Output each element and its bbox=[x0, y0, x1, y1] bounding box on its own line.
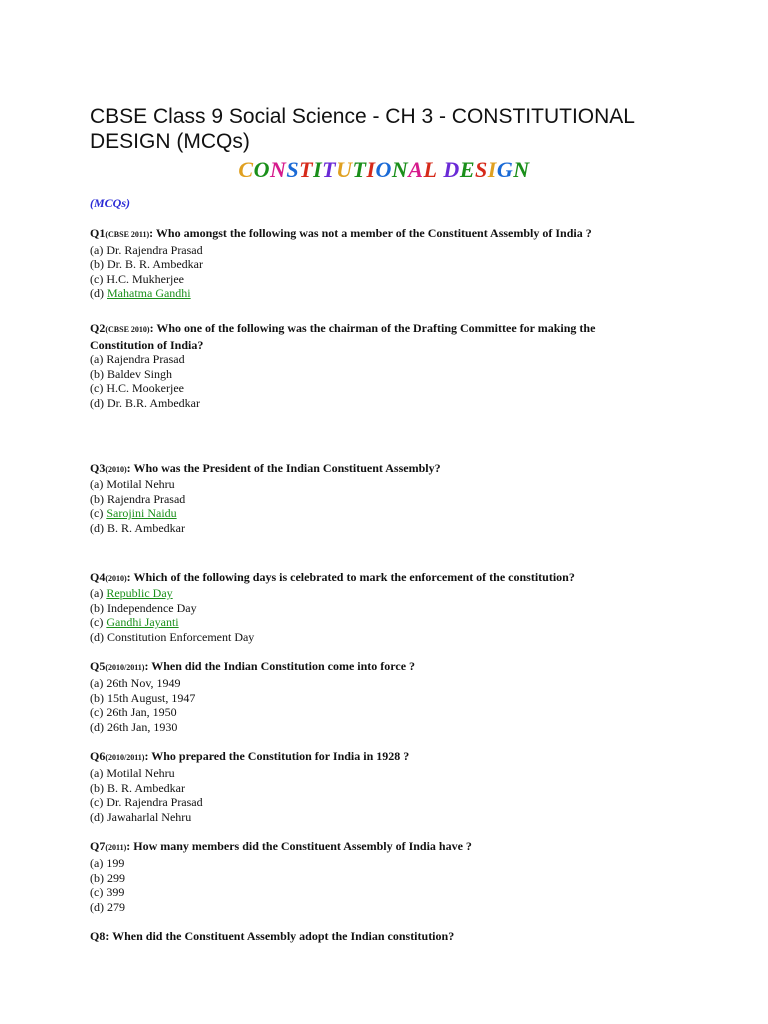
chapter-banner bbox=[0, 157, 768, 183]
banner-letter: S bbox=[475, 157, 488, 182]
banner-letter: C bbox=[238, 157, 254, 182]
option-text: H.C. Mookerjee bbox=[106, 381, 184, 396]
question-heading bbox=[90, 321, 650, 352]
option-label: (d) bbox=[90, 899, 107, 914]
option-text: Constitution Enforcement Day bbox=[107, 629, 255, 644]
banner-letter: U bbox=[336, 157, 353, 182]
question-number: Q8 bbox=[90, 929, 106, 944]
option-label: (d) bbox=[90, 286, 107, 301]
option-label: (c) bbox=[90, 271, 107, 286]
option-text: H.C. Mukherjee bbox=[106, 271, 184, 286]
option-text: 279 bbox=[107, 899, 125, 914]
answer-option bbox=[90, 243, 650, 258]
answer-option bbox=[90, 691, 650, 706]
option-label: (d) bbox=[90, 809, 107, 824]
question-heading bbox=[90, 749, 650, 766]
banner-letter: N bbox=[269, 157, 287, 182]
option-label: (c) bbox=[90, 381, 107, 396]
option-label: (c) bbox=[90, 506, 107, 521]
option-label: (a) bbox=[90, 586, 107, 601]
option-text: Independence Day bbox=[107, 600, 197, 615]
banner-letter: I bbox=[313, 157, 323, 182]
answer-option bbox=[90, 766, 650, 781]
answer-option bbox=[90, 810, 650, 825]
answer-option bbox=[90, 286, 650, 301]
option-text: Dr. B.R. Ambedkar bbox=[107, 395, 200, 410]
option-label: (d) bbox=[90, 629, 107, 644]
question-heading bbox=[90, 929, 650, 944]
option-link[interactable]: Mahatma Gandhi bbox=[107, 286, 191, 301]
option-label: (b) bbox=[90, 870, 107, 885]
banner-letter: S bbox=[286, 157, 300, 182]
question-text: : Who one of the following was the chairman of the Drafting Committee for making the Constitution of India? bbox=[90, 320, 596, 352]
option-label: (b) bbox=[90, 257, 107, 272]
answer-option bbox=[90, 586, 650, 601]
option-label: (a) bbox=[90, 242, 107, 257]
question-text: : Which of the following days is celebrated to mark the enforcement of the constitution? bbox=[126, 569, 575, 584]
question-text: : Who was the President of the Indian Constituent Assembly? bbox=[126, 460, 441, 475]
option-label: (a) bbox=[90, 477, 107, 492]
banner-letter: N bbox=[513, 157, 530, 182]
question-text: : Who prepared the Constitution for India in 1928 ? bbox=[144, 749, 410, 764]
question-block bbox=[90, 226, 650, 301]
question-text: : When did the Indian Constitution come into force ? bbox=[144, 659, 416, 674]
answer-option bbox=[90, 352, 650, 367]
option-text: B. R. Ambedkar bbox=[107, 780, 185, 795]
question-block bbox=[90, 659, 650, 734]
answer-option bbox=[90, 477, 650, 492]
question-heading bbox=[90, 226, 650, 243]
option-text: 26th Nov, 1949 bbox=[106, 676, 181, 691]
banner-letter: I bbox=[366, 157, 376, 182]
banner-letter: O bbox=[375, 157, 392, 182]
option-label: (b) bbox=[90, 491, 107, 506]
option-label: (d) bbox=[90, 719, 107, 734]
question-block bbox=[90, 929, 650, 944]
answer-option bbox=[90, 367, 650, 382]
answer-option bbox=[90, 396, 650, 411]
question-block bbox=[90, 570, 650, 645]
banner-letter: E bbox=[459, 157, 475, 182]
question-number: Q3 bbox=[90, 460, 106, 475]
option-link[interactable]: Republic Day bbox=[106, 586, 173, 601]
banner-letter: I bbox=[487, 157, 497, 182]
option-text: Jawaharlal Nehru bbox=[107, 809, 192, 824]
question-year: (2010/2011) bbox=[105, 663, 145, 673]
answer-option bbox=[90, 492, 650, 507]
question-number: Q6 bbox=[90, 749, 106, 764]
question-heading bbox=[90, 659, 650, 676]
banner-letter: D bbox=[443, 157, 460, 182]
question-number: Q5 bbox=[90, 659, 106, 674]
answer-option bbox=[90, 676, 650, 691]
option-text: Dr. Rajendra Prasad bbox=[106, 242, 203, 257]
answer-option bbox=[90, 795, 650, 810]
question-number: Q2 bbox=[90, 320, 106, 335]
option-label: (c) bbox=[90, 615, 107, 630]
answer-option bbox=[90, 781, 650, 796]
question-number: Q7 bbox=[90, 839, 106, 854]
option-text: Rajendra Prasad bbox=[106, 352, 185, 367]
option-label: (b) bbox=[90, 366, 107, 381]
option-label: (c) bbox=[90, 795, 107, 810]
question-list bbox=[90, 226, 650, 944]
option-text: 399 bbox=[106, 885, 125, 900]
option-text: 299 bbox=[107, 870, 125, 885]
answer-option bbox=[90, 257, 650, 272]
option-text: 199 bbox=[106, 856, 125, 870]
option-label: (a) bbox=[90, 676, 107, 691]
answer-option bbox=[90, 705, 650, 720]
question-year: (2011) bbox=[105, 843, 127, 853]
answer-option bbox=[90, 521, 650, 536]
answer-option bbox=[90, 871, 650, 886]
question-block bbox=[90, 321, 650, 411]
answer-option bbox=[90, 615, 650, 630]
option-label: (a) bbox=[90, 856, 107, 870]
option-text: B. R. Ambedkar bbox=[107, 520, 185, 535]
question-block bbox=[90, 461, 650, 536]
banner-letter: A bbox=[408, 157, 424, 182]
option-text: Motilal Nehru bbox=[106, 477, 175, 492]
question-number: Q1 bbox=[90, 226, 106, 240]
banner-letter: T bbox=[322, 157, 337, 182]
question-heading bbox=[90, 570, 650, 587]
option-label: (b) bbox=[90, 690, 107, 705]
question-block bbox=[90, 839, 650, 914]
question-text: : When did the Constituent Assembly adopt the Indian constitution? bbox=[105, 929, 455, 944]
banner-letter: O bbox=[253, 157, 270, 182]
question-heading bbox=[90, 461, 650, 478]
option-text: Dr. B. R. Ambedkar bbox=[107, 257, 203, 272]
option-text: Baldev Singh bbox=[107, 366, 172, 381]
question-text: : How many members did the Constituent Assembly of India have ? bbox=[126, 839, 472, 854]
option-text: Rajendra Prasad bbox=[107, 491, 186, 506]
option-text: Dr. Rajendra Prasad bbox=[106, 795, 203, 810]
question-text: : Who amongst the following was not a member of the Constituent Assembly of India ? bbox=[149, 226, 592, 240]
banner-letter: T bbox=[352, 157, 367, 182]
answer-option bbox=[90, 381, 650, 396]
banner-letter: L bbox=[423, 157, 438, 182]
question-year: (2010) bbox=[105, 573, 127, 583]
option-label: (a) bbox=[90, 766, 107, 781]
option-label: (a) bbox=[90, 352, 107, 367]
answer-option bbox=[90, 630, 650, 645]
document-title: CBSE Class 9 Social Science - CH 3 - CONSTITUTIONAL DESIGN (MCQs) bbox=[90, 105, 635, 153]
question-year: (CBSE 2010) bbox=[105, 324, 150, 334]
answer-option bbox=[90, 720, 650, 735]
option-label: (b) bbox=[90, 600, 107, 615]
question-block bbox=[90, 749, 650, 824]
option-label: (d) bbox=[90, 395, 107, 410]
banner-letter: T bbox=[299, 157, 314, 182]
answer-option bbox=[90, 601, 650, 616]
banner-letter: N bbox=[391, 157, 409, 182]
banner-letter: G bbox=[496, 157, 514, 182]
question-year: (2010/2011) bbox=[105, 753, 145, 763]
option-label: (d) bbox=[90, 520, 107, 535]
answer-option bbox=[90, 900, 650, 915]
option-text: 26th Jan, 1930 bbox=[107, 719, 178, 734]
question-year: (2010) bbox=[105, 464, 127, 474]
question-number: Q4 bbox=[90, 569, 106, 584]
mcqs-label: (MCQs) bbox=[90, 196, 131, 210]
answer-option bbox=[90, 272, 650, 287]
option-text: Motilal Nehru bbox=[106, 766, 175, 781]
answer-option bbox=[90, 856, 650, 871]
answer-option bbox=[90, 885, 650, 900]
option-link[interactable]: Sarojini Naidu bbox=[106, 506, 177, 521]
answer-option bbox=[90, 506, 650, 521]
option-link[interactable]: Gandhi Jayanti bbox=[106, 615, 179, 630]
question-year: (CBSE 2011) bbox=[105, 230, 150, 239]
option-label: (c) bbox=[90, 885, 107, 900]
question-heading bbox=[90, 839, 650, 856]
option-label: (b) bbox=[90, 780, 107, 795]
option-label: (c) bbox=[90, 705, 107, 720]
option-text: 15th August, 1947 bbox=[107, 690, 196, 705]
option-text: 26th Jan, 1950 bbox=[106, 705, 177, 720]
